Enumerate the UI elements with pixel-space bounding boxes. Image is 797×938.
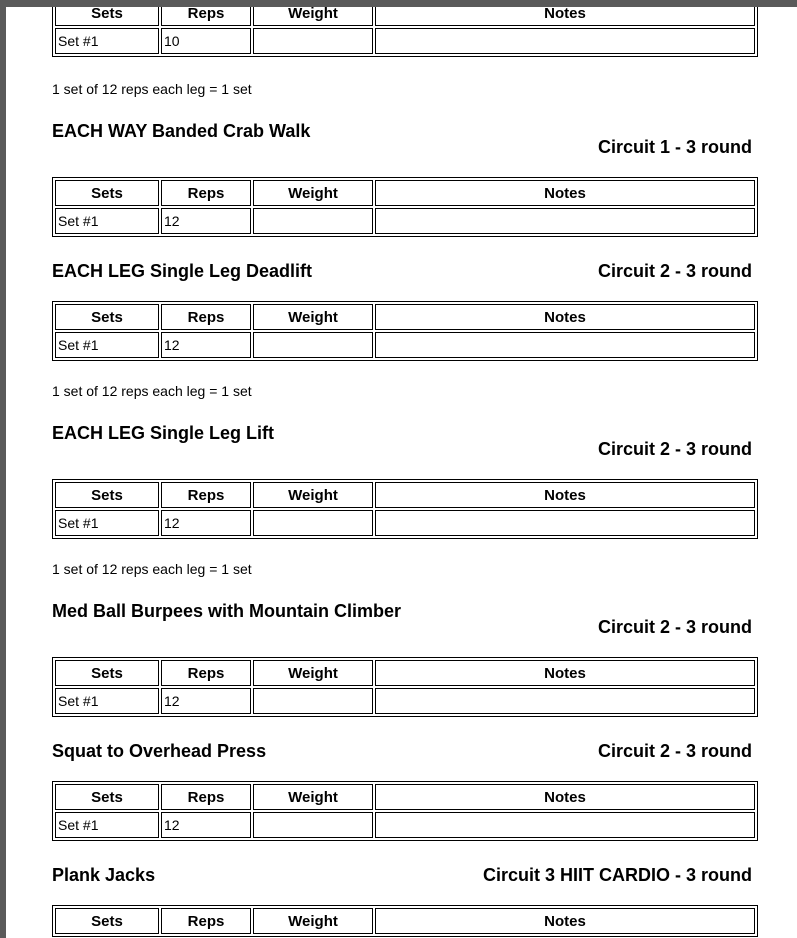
header-sets: Sets (55, 660, 159, 686)
cell-weight (253, 28, 373, 54)
header-weight: Weight (253, 660, 373, 686)
header-weight: Weight (253, 304, 373, 330)
document-page (6, 7, 797, 938)
cell-notes (375, 688, 755, 714)
circuit-label: Circuit 2 - 3 round (597, 741, 752, 761)
cell-weight (253, 688, 373, 714)
header-weight: Weight (253, 180, 373, 206)
workout-log-table (52, 905, 758, 937)
header-notes: Notes (375, 482, 755, 508)
workout-log-table (52, 301, 758, 361)
table-row (55, 812, 755, 838)
header-sets: Sets (55, 482, 159, 508)
exercise-title: EACH WAY Banded Crab Walk (52, 121, 311, 141)
cell-notes (375, 28, 755, 54)
circuit-label: Circuit 2 - 3 round (597, 439, 752, 459)
header-reps: Reps (161, 482, 251, 508)
header-weight: Weight (253, 784, 373, 810)
header-sets: Sets (55, 7, 159, 26)
header-weight: Weight (253, 908, 373, 934)
cell-reps: 12 (161, 208, 251, 234)
exercise-title: EACH LEG Single Leg Deadlift (52, 261, 313, 281)
header-reps: Reps (161, 660, 251, 686)
cell-weight (253, 510, 373, 536)
header-reps: Reps (161, 7, 251, 26)
table-row (55, 208, 755, 234)
header-reps: Reps (161, 908, 251, 934)
header-reps: Reps (161, 180, 251, 206)
cell-reps: 12 (161, 332, 251, 358)
header-notes: Notes (375, 180, 755, 206)
workout-log-table (52, 177, 758, 237)
cell-weight (253, 332, 373, 358)
circuit-label: Circuit 1 - 3 round (597, 137, 752, 157)
header-weight: Weight (253, 482, 373, 508)
exercise-note: 1 set of 12 reps each leg = 1 set (52, 383, 252, 399)
table-row (55, 28, 755, 54)
exercise-note: 1 set of 12 reps each leg = 1 set (52, 561, 252, 577)
cell-set: Set #1 (55, 510, 159, 536)
cell-set: Set #1 (55, 812, 159, 838)
circuit-label: Circuit 2 - 3 round (597, 617, 752, 637)
circuit-label: Circuit 3 HIIT CARDIO - 3 round (482, 865, 752, 885)
circuit-label: Circuit 2 - 3 round (597, 261, 752, 281)
table-row (55, 510, 755, 536)
cell-set: Set #1 (55, 688, 159, 714)
cell-reps: 10 (161, 28, 251, 54)
cell-reps: 12 (161, 510, 251, 536)
cell-notes (375, 208, 755, 234)
cell-notes (375, 510, 755, 536)
cell-notes (375, 812, 755, 838)
exercise-title: Med Ball Burpees with Mountain Climber (52, 601, 402, 621)
table-row (55, 688, 755, 714)
exercise-note: 1 set of 12 reps each leg = 1 set (52, 81, 252, 97)
cell-notes (375, 332, 755, 358)
header-reps: Reps (161, 304, 251, 330)
header-weight: Weight (253, 7, 373, 26)
workout-log-table (52, 7, 758, 57)
header-sets: Sets (55, 304, 159, 330)
workout-log-table (52, 479, 758, 539)
header-sets: Sets (55, 784, 159, 810)
cell-weight (253, 812, 373, 838)
cell-set: Set #1 (55, 332, 159, 358)
exercise-title: EACH LEG Single Leg Lift (52, 423, 275, 443)
header-sets: Sets (55, 908, 159, 934)
header-notes: Notes (375, 908, 755, 934)
header-notes: Notes (375, 784, 755, 810)
header-notes: Notes (375, 660, 755, 686)
exercise-title: Plank Jacks (52, 865, 156, 885)
cell-set: Set #1 (55, 28, 159, 54)
header-sets: Sets (55, 180, 159, 206)
cell-reps: 12 (161, 812, 251, 838)
table-row (55, 332, 755, 358)
cell-weight (253, 208, 373, 234)
header-notes: Notes (375, 7, 755, 26)
viewer-top-bar (0, 0, 797, 7)
cell-reps: 12 (161, 688, 251, 714)
header-notes: Notes (375, 304, 755, 330)
cell-set: Set #1 (55, 208, 159, 234)
header-reps: Reps (161, 784, 251, 810)
workout-log-table (52, 781, 758, 841)
workout-log-table (52, 657, 758, 717)
exercise-title: Squat to Overhead Press (52, 741, 267, 761)
